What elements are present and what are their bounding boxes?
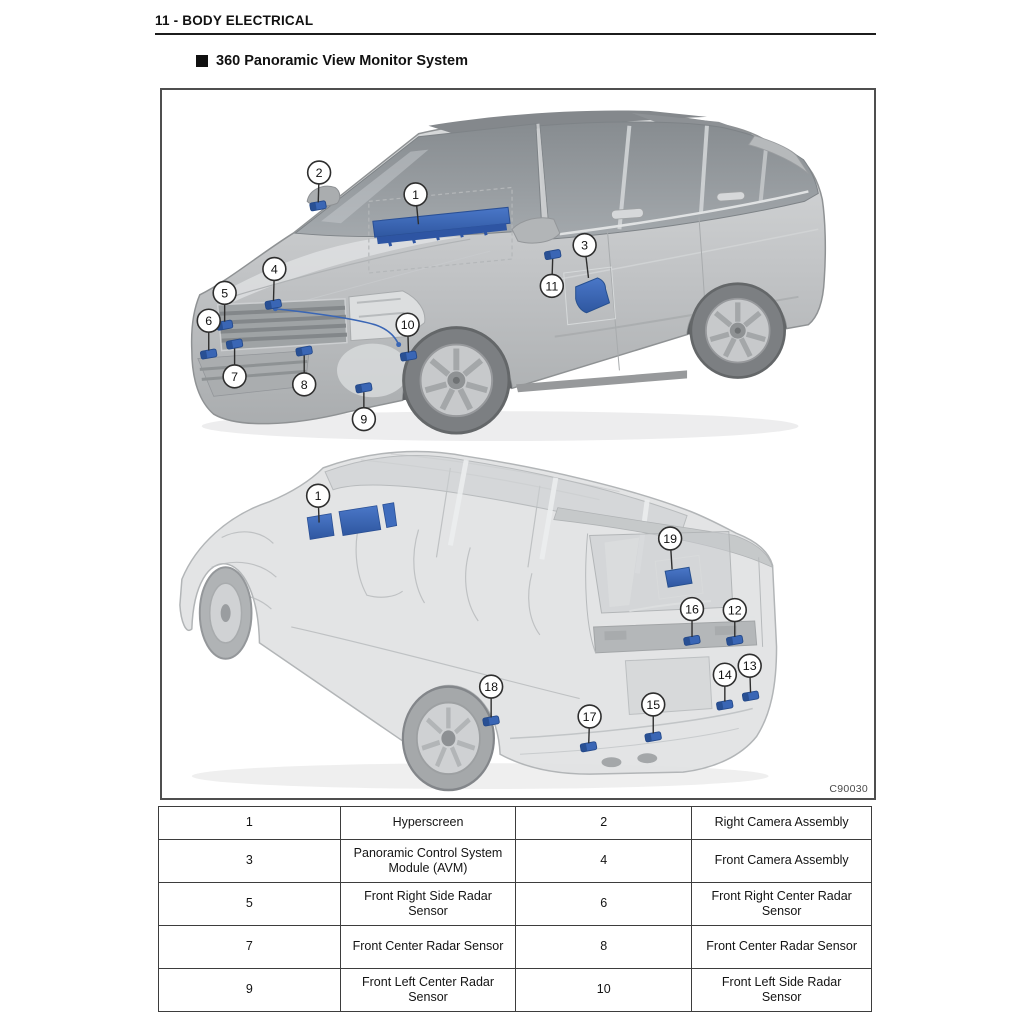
- section-bullet-icon: [196, 55, 208, 67]
- callout-number: 5: [221, 286, 229, 301]
- legend-label-cell: Front Center Radar Sensor: [692, 926, 872, 969]
- callout-leader-line: [318, 184, 319, 202]
- vehicle-diagram: [162, 90, 874, 798]
- legend-label-cell: Front Right Center Radar Sensor: [692, 883, 872, 926]
- callout-number: 12: [727, 603, 742, 618]
- legend-table-body: [159, 807, 872, 1012]
- callout-number: 10: [400, 318, 415, 333]
- legend-number-cell: 5: [159, 883, 341, 926]
- callout-number: 19: [663, 531, 678, 546]
- callout-number: 15: [646, 698, 661, 713]
- rear-car-illustration: [180, 451, 777, 790]
- figure-code: C90030: [829, 783, 868, 795]
- callout-leader-line: [319, 507, 320, 522]
- legend-label-cell: Front Left Center Radar Sensor: [340, 969, 515, 1012]
- front-car-illustration: [192, 110, 826, 441]
- callout-number: 8: [300, 377, 308, 392]
- legend-label-cell: Front Right Side Radar Sensor: [340, 883, 515, 926]
- legend-label-cell: Hyperscreen: [340, 807, 515, 840]
- legend-number-cell: 10: [516, 969, 692, 1012]
- table-row: [159, 969, 872, 1012]
- header-rule: [155, 33, 876, 35]
- callout-number: 14: [717, 668, 732, 683]
- callout-number: 13: [742, 659, 757, 674]
- table-row: [159, 840, 872, 883]
- legend-number-cell: 3: [159, 840, 341, 883]
- legend-label-cell: Front Left Side Radar Sensor: [692, 969, 872, 1012]
- table-row: [159, 926, 872, 969]
- legend-label-cell: Front Camera Assembly: [692, 840, 872, 883]
- table-row: [159, 807, 872, 840]
- legend-label-cell: Front Center Radar Sensor: [340, 926, 515, 969]
- section-title: [196, 53, 468, 69]
- callout-number: 11: [545, 279, 559, 294]
- callout-number: 1: [412, 187, 420, 202]
- callout-number: 1: [314, 489, 322, 504]
- legend-number-cell: 2: [516, 807, 692, 840]
- legend-number-cell: 9: [159, 969, 341, 1012]
- legend-number-cell: 6: [516, 883, 692, 926]
- callout-number: 9: [360, 412, 368, 427]
- callout-number: 4: [270, 262, 278, 277]
- figure-panel: [160, 88, 876, 800]
- callout-number: 3: [581, 238, 589, 253]
- callout-number: 18: [484, 680, 499, 695]
- page-header: 11 - BODY ELECTRICAL: [155, 13, 314, 28]
- legend-label-cell: Right Camera Assembly: [692, 807, 872, 840]
- legend-table: [158, 806, 872, 1012]
- table-row: [159, 883, 872, 926]
- legend-number-cell: 8: [516, 926, 692, 969]
- callout-number: 16: [685, 602, 699, 617]
- callout-number: 2: [315, 166, 323, 181]
- legend-number-cell: 1: [159, 807, 341, 840]
- callout-leader-line: [273, 280, 274, 300]
- callout-number: 17: [582, 709, 597, 724]
- section-title-text: 360 Panoramic View Monitor System: [216, 53, 468, 69]
- legend-label-cell: Panoramic Control System Module (AVM): [340, 840, 515, 883]
- callout-leader-line: [408, 336, 409, 352]
- legend-number-cell: 7: [159, 926, 341, 969]
- callout-number: 6: [205, 314, 213, 329]
- callout-number: 7: [231, 369, 239, 384]
- legend-number-cell: 4: [516, 840, 692, 883]
